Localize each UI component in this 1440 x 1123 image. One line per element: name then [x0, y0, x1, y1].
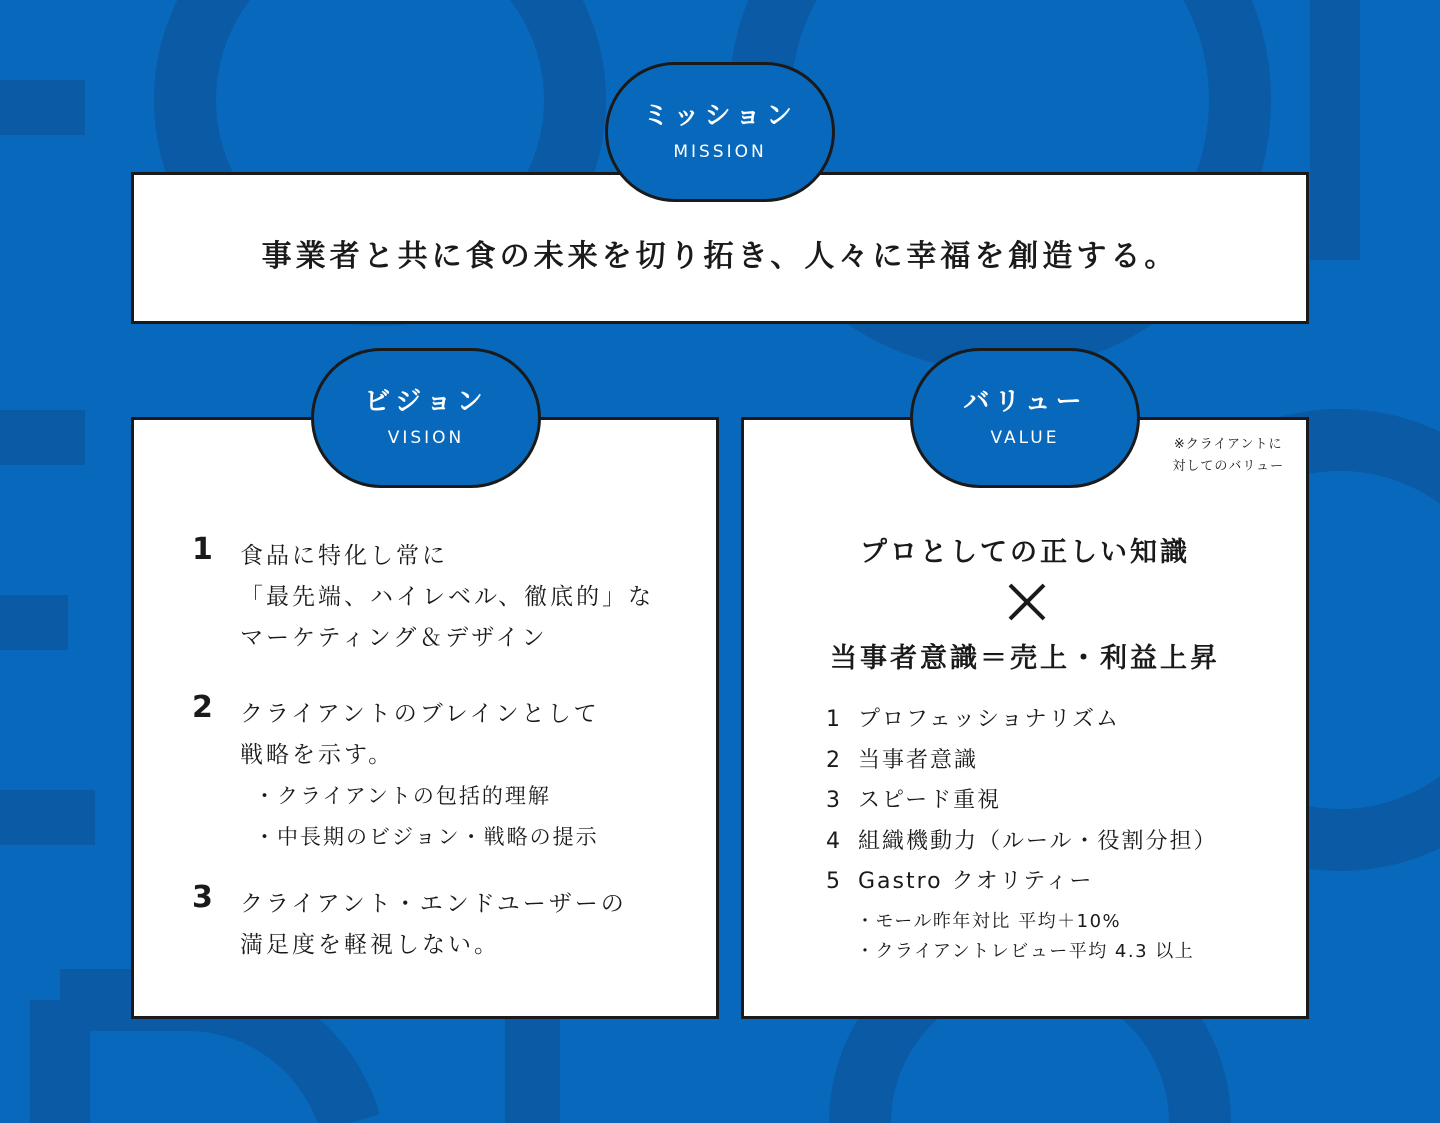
- vision-item-line: マーケティング＆デザイン: [240, 625, 548, 651]
- value-list-text: プロフェッショナリズム: [858, 707, 1121, 732]
- value-title-en: VALUE: [990, 427, 1060, 448]
- value-list-item: [826, 741, 1218, 782]
- vision-box: [131, 417, 719, 1019]
- mission-statement: 事業者と共に食の未来を切り拓き、人々に幸福を創造する。: [261, 239, 1179, 274]
- vision-item-line: 戦略を示す。: [240, 742, 395, 768]
- value-note-line: 対してのバリュー: [1172, 459, 1284, 474]
- value-badge: [910, 348, 1140, 488]
- value-list-number: 2: [826, 747, 842, 773]
- value-list-item: [826, 822, 1218, 863]
- value-bullet: ・クライアントレビュー平均 4.3 以上: [856, 941, 1195, 962]
- vision-sub-item: ・クライアントの包括的理解: [254, 784, 551, 808]
- value-list: [826, 700, 1218, 903]
- value-list-number: 1: [826, 707, 842, 732]
- value-list-number: 4: [826, 828, 842, 854]
- value-list-number: 5: [826, 869, 842, 894]
- mission-title-en: MISSION: [673, 141, 767, 162]
- vision-item-number: 3: [192, 880, 213, 915]
- mission-badge: [605, 62, 835, 202]
- value-list-item: [826, 862, 1218, 903]
- vision-title: ビジョン: [364, 387, 488, 418]
- value-bullet: ・モール昨年対比 平均＋10%: [856, 911, 1122, 932]
- vision-item-line: 食品に特化し常に: [240, 543, 448, 569]
- value-note: [1172, 434, 1284, 478]
- vision-item-line: クライアント・エンドユーザーの: [240, 891, 627, 917]
- value-list-item: [826, 781, 1218, 822]
- vision-item-line: クライアントのブレインとして: [240, 701, 600, 727]
- value-list-text: 組織機動力（ルール・役割分担）: [858, 828, 1218, 854]
- vision-title-en: VISION: [387, 427, 465, 448]
- vision-sub-item: ・中長期のビジョン・戦略の提示: [254, 825, 599, 849]
- cross-icon: [1007, 582, 1047, 622]
- value-bullets: [856, 907, 1194, 967]
- vision-badge: [311, 348, 541, 488]
- mission-title: ミッション: [643, 101, 797, 132]
- vision-item-line: 満足度を軽視しない。: [240, 932, 500, 958]
- value-heading-ownership: 当事者意識＝売上・利益上昇: [830, 643, 1220, 674]
- value-title: バリュー: [963, 387, 1087, 418]
- value-heading-knowledge: プロとしての正しい知識: [860, 537, 1190, 568]
- value-list-text: Gastro クオリティー: [858, 869, 1094, 894]
- value-list-text: スピード重視: [858, 788, 1002, 813]
- vision-item-line: 「最先端、ハイレベル、徹底的」な: [240, 584, 655, 610]
- value-box: [741, 417, 1309, 1019]
- vision-item-number: 1: [192, 532, 213, 567]
- vision-item-number: 2: [192, 690, 213, 725]
- value-note-line: ※クライアントに: [1173, 437, 1283, 452]
- value-list-text: 当事者意識: [858, 747, 979, 773]
- value-list-item: [826, 700, 1218, 741]
- value-list-number: 3: [826, 788, 842, 813]
